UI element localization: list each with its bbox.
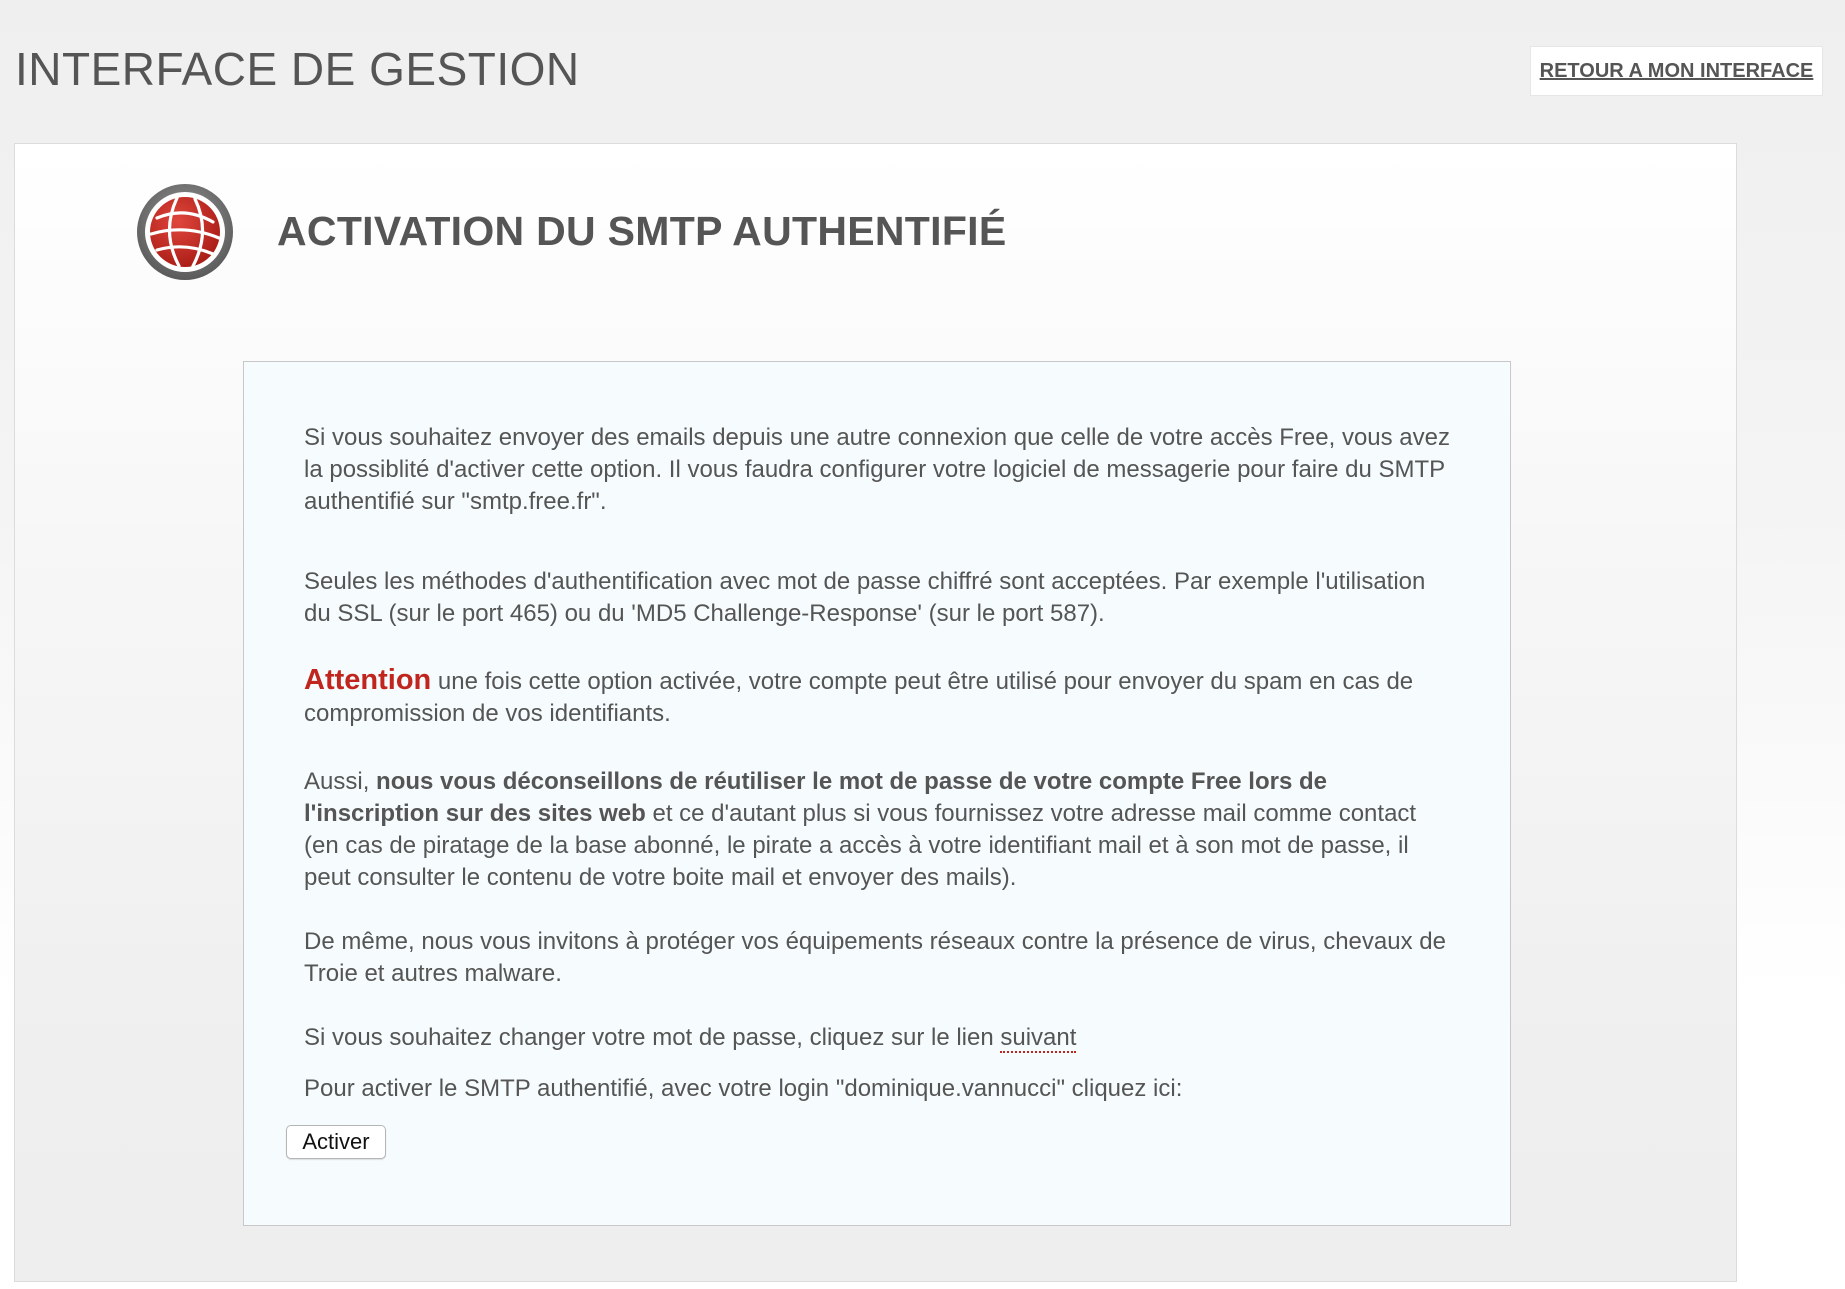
warning-paragraph xyxy=(304,664,1454,730)
globe-icon xyxy=(135,182,235,282)
advice-bold-text: nous vous déconseillons de réutiliser le mot de passe de votre compte Free lors de l'inscription sur des sites web xyxy=(304,768,1327,827)
info-box xyxy=(243,361,1511,1226)
auth-methods-paragraph: Seules les méthodes d'authentification avec mot de passe chiffré sont acceptées. Par exemple l'utilisation du SSL (sur le port 465) ou du 'MD5 Challenge-Response' (sur le port 587). xyxy=(304,568,1426,627)
change-password-text: Si vous souhaitez changer votre mot de passe, cliquez sur le lien xyxy=(304,1024,1001,1051)
section-title: ACTIVATION DU SMTP AUTHENTIFIÉ xyxy=(277,208,1007,254)
protection-paragraph: De même, nous vous invitons à protéger vos équipements réseaux contre la présence de virus, chevaux de Troie et autres malware. xyxy=(304,928,1446,987)
advice-text: et ce d'autant plus si vous fournissez votre adresse mail comme contact (en cas de piratage de la base abonné, le pirate a accès à votre identifiant mail et à son mot de passe, il peut consulter le contenu de votre boite mail et envoyer des mails). xyxy=(304,800,1417,891)
activate-button[interactable]: Activer xyxy=(286,1125,386,1159)
back-to-interface-link[interactable]: RETOUR A MON INTERFACE xyxy=(1539,59,1814,82)
attention-label: Attention xyxy=(304,664,432,696)
main-panel xyxy=(14,143,1737,1282)
advice-paragraph xyxy=(304,766,1454,894)
change-password-paragraph xyxy=(304,1022,1454,1054)
back-link-container xyxy=(1530,46,1823,96)
warning-text: une fois cette option activée, votre compte peut être utilisé pour envoyer du spam en cas de compromission de vos identifiants. xyxy=(304,668,1414,727)
advice-prefix: Aussi, xyxy=(304,768,377,795)
intro-paragraph: Si vous souhaitez envoyer des emails depuis une autre connexion que celle de votre accès Free, vous avez la possiblité d'activer cette option. Il vous faudra configurer votre logiciel de messagerie pour faire du SMTP authentifié sur "smtp.free.fr". xyxy=(304,424,1450,515)
change-password-link[interactable]: suivant xyxy=(1000,1024,1077,1051)
page-title: INTERFACE DE GESTION xyxy=(15,43,580,95)
activate-instruction: Pour activer le SMTP authentifié, avec votre login "dominique.vannucci" cliquez ici: xyxy=(304,1075,1183,1102)
